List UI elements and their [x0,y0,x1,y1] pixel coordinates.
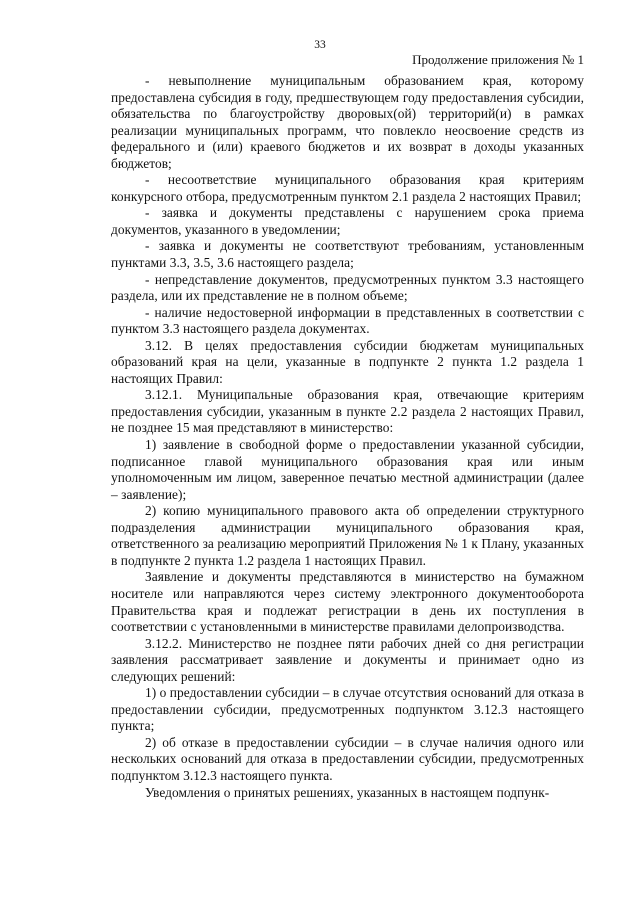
paragraph-denial-reason-missing-documents: - непредставление документов, предусмотренных пунктом 3.3 настоящего раздела, или их представление не в полном объеме; [111,271,584,304]
paragraph-3-12-2: 3.12.2. Министерство не позднее пяти рабочих дней со дня регистрации заявления рассматривает заявление и документы и принимает одно из следующих решений: [111,635,584,684]
paragraph-denial-reason-criteria-mismatch: - несоответствие муниципального образования края критериям конкурсного отбора, предусмотренным пунктом 2.1 раздела 2 настоящих Правил; [111,172,584,204]
paragraph-3-12-1-item-1: 1) заявление в свободной форме о предоставлении указанной субсидии, подписанное главой муниципального образования края или иным уполномоченным им лицом, заверенное печатью местной администрации (далее – заявление); [111,437,584,502]
paragraph-3-12-1: 3.12.1. Муниципальные образования края, отвечающие критериям предоставления субсидии, указанным в пункте 2.2 раздела 2 настоящих Правил, не позднее 15 мая представляют в министерство: [111,387,584,436]
paragraph-denial-reason-requirements: - заявка и документы не соответствуют требованиям, установленным пунктами 3.3, 3.5, 3.6 настоящего раздела; [111,238,584,271]
paragraph-notifications: Уведомления о принятых решениях, указанных в настоящем подпунк- [145,784,550,800]
document-body [111,73,584,801]
running-header: Продолжение приложения № 1 [412,52,584,67]
paragraph-submission-procedure: Заявление и документы представляются в министерство на бумажном носителе или направляются через систему электронного документооборота Правительства края и подлежат регистрации в день их поступления в соответствии с установленными в министерстве правилами делопроизводства. [111,569,584,635]
paragraph-3-12: 3.12. В целях предоставления субсидии бюджетам муниципальных образований края на цели, указанные в подпункте 2 пункта 1.2 раздела 1 настоящих Правил: [111,337,584,386]
paragraph-3-12-2-item-2: 2) об отказе в предоставлении субсидии – в случае наличия одного или нескольких оснований для отказа в предоставлении субсидии, предусмотренных подпунктом 3.12.3 настоящего пункта. [111,734,584,783]
paragraph-3-12-2-item-1: 1) о предоставлении субсидии – в случае отсутствия оснований для отказа в предоставлении субсидии, предусмотренных подпунктом 3.12.3 настоящего пункта; [111,685,584,734]
paragraph-denial-reason-unfulfilled-obligation: - невыполнение муниципальным образованием края, которому предоставлена субсидия в году, предшествующем году предоставления субсидии, обязательства по благоустройству дворовых(ой) территорий(и) в рамках реализации муниципальных программ, что повлекло неосвоение средств из федерального и (или) краевого бюджетов и их возврат в доходы указанных бюджетов; [111,73,584,171]
paragraph-3-12-1-item-2: 2) копию муниципального правового акта об определении структурного подразделения администрации муниципального образования края, ответственного за реализацию мероприятий Приложения № 1 к Плану, указанных в подпункте 2 пункта 1.2 раздела 1 настоящих Правил. [111,503,584,568]
paragraph-denial-reason-late-submission: - заявка и документы представлены с нарушением срока приема документов, указанного в уведомлении; [111,205,584,237]
page-number: 33 [314,39,326,51]
paragraph-denial-reason-false-info: - наличие недостоверной информации в представленных в соответствии с пунктом 3.3 настоящего раздела документах. [111,304,584,337]
